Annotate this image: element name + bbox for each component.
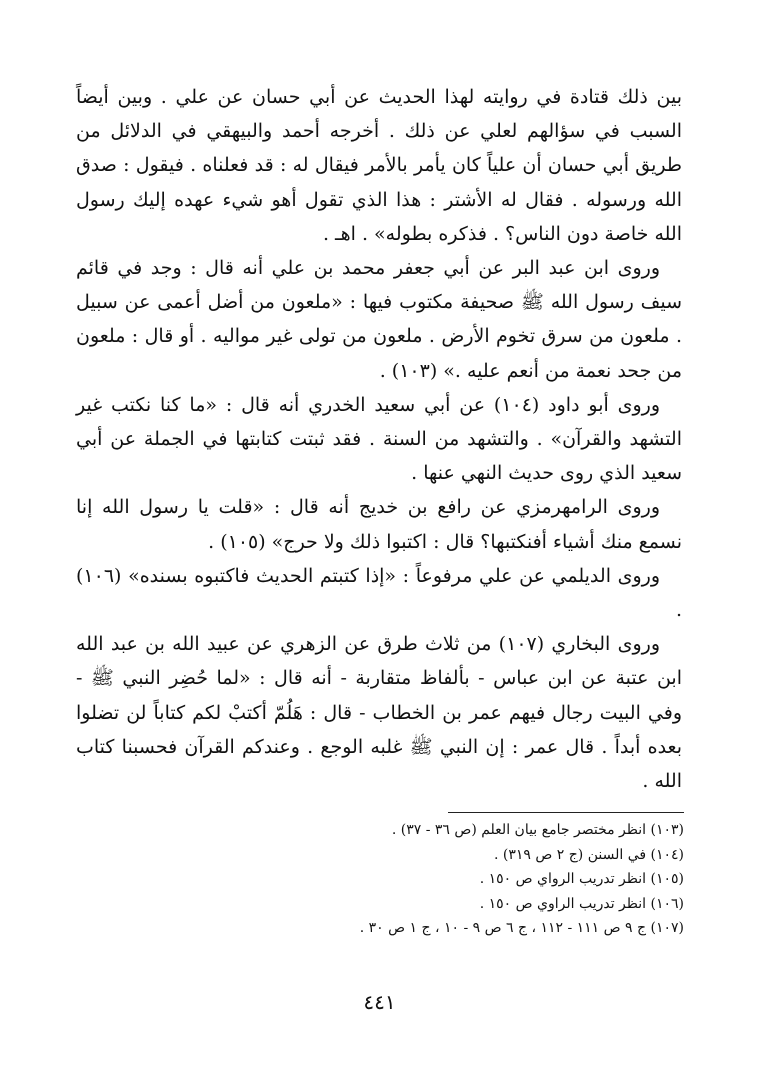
- paragraph-abu-dawud: وروى أبو داود (١٠٤) عن أبي سعيد الخدري أنه قال : «ما كنا نكتب غير التشهد والقرآن» . والتشهد من السنة . فقد ثبتت كتابتها في الجملة عن أبي سعيد الذي روى حديث النهي عنها .: [76, 393, 682, 485]
- paragraph-continuation: بين ذلك قتادة في روايته لهذا الحديث عن أبي حسان عن علي . وبين أيضاً السبب في سؤالهم لعلي عن ذلك . أخرجه أحمد والبيهقي في الدلائل من طريق أبي حسان أن علياً كان يأمر بالأمر فيقال له : قد فعلناه . فيقول : صدق الله ورسوله . فقال له الأشتر : هذا الذي تقول أهو شيء عهده إليك رسول الله خاصة دون الناس؟ . فذكره بطوله» . اهـ .: [76, 86, 682, 245]
- paragraph-daylami: وروى الديلمي عن علي مرفوعاً : «إذا كتبتم الحديث فاكتبوه بسنده» (١٠٦) .: [76, 564, 682, 622]
- paragraph-ramhurmuzi: وروى الرامهرمزي عن رافع بن خديج أنه قال : «قلت يا رسول الله إنا نسمع منك أشياء أفنكتبها؟ قال : اكتبوا ذلك ولا حرج» (١٠٥) .: [76, 496, 682, 553]
- footnote-105: (١٠٥) انظر تدريب الرواي ص ١٥٠ .: [479, 871, 684, 887]
- main-text: [76, 80, 682, 798]
- paragraph-bukhari: وروى البخاري (١٠٧) من ثلاث طرق عن الزهري عن عبيد الله بن عبد الله ابن عتبة عن ابن عباس - بألفاظ متقاربة - أنه قال : «لما حُضِر النبي ﷺ - وفي البيت رجال فيهم عمر بن الخطاب - قال : هَلُمّ أكتبْ لكم كتاباً لن تضلوا بعده أبداً . قال عمر : إن النبي ﷺ غلبه الوجع . وعندكم القرآن فحسبنا كتاب الله .: [76, 633, 682, 793]
- paragraph-ibn-abd-al-barr: وروى ابن عبد البر عن أبي جعفر محمد بن علي أنه قال : وجد في قائم سيف رسول الله ﷺ صحيفة مكتوب فيها : «ملعون من أضل أعمى عن سبيل . ملعون من سرق تخوم الأرض . ملعون من تولى غير مواليه . أو قال : ملعون من جحد نعمة من أنعم عليه .» (١٠٣) .: [76, 257, 682, 382]
- footnote-divider: [448, 812, 684, 813]
- footnotes: [200, 818, 684, 941]
- footnote-103: (١٠٣) انظر مختصر جامع بيان العلم (ص ٣٦ - ٣٧) .: [391, 822, 684, 838]
- footnote-107: (١٠٧) ج ٩ ص ١١١ - ١١٢ ، ج ٦ ص ٩ - ١٠ ، ج ١ ص ٣٠ .: [359, 920, 684, 936]
- footnote-104: (١٠٤) في السنن (ج ٢ ص ٣١٩) .: [494, 846, 684, 863]
- footnote-106: (١٠٦) انظر تدريب الراوي ص ١٥٠ .: [479, 895, 684, 912]
- page-number: ٤٤١: [363, 990, 396, 1014]
